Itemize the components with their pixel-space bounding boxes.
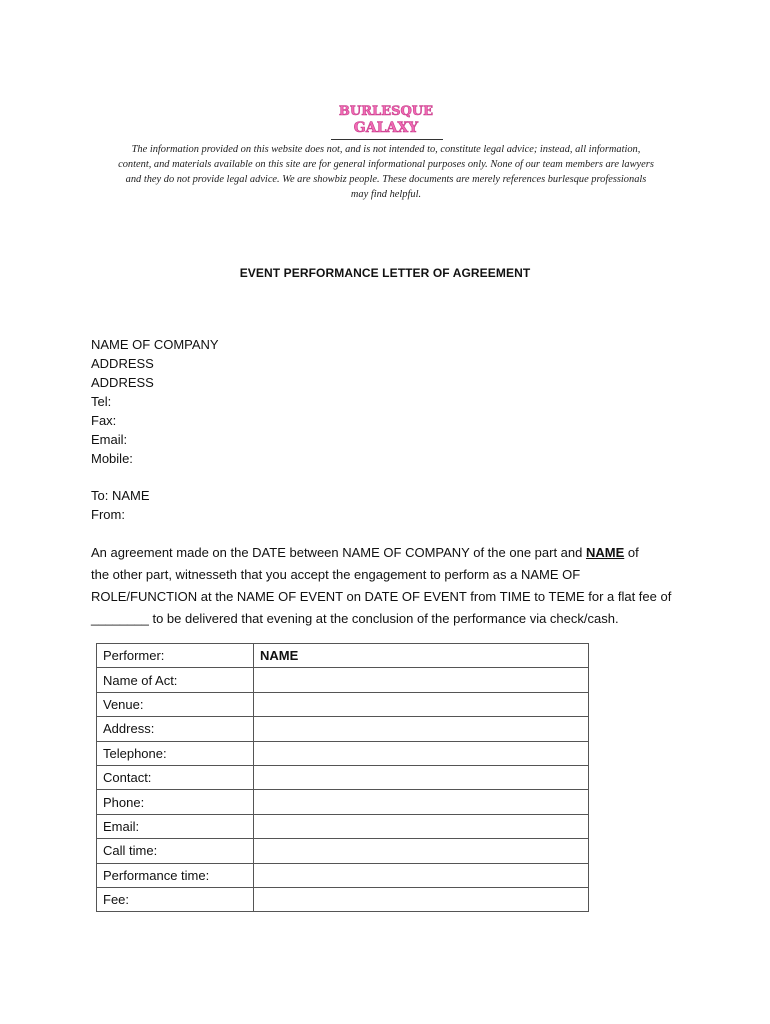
burlesque-galaxy-logo — [336, 101, 436, 135]
row-label: Contact: — [97, 765, 254, 789]
row-value[interactable] — [254, 741, 589, 765]
table-row — [97, 765, 589, 789]
row-value[interactable] — [254, 814, 589, 838]
row-label: Venue: — [97, 692, 254, 716]
agreement-line-1 — [91, 542, 691, 564]
row-label: Call time: — [97, 839, 254, 863]
disclaimer-line: content, and materials available on this site are for general informational purposes only. None of our team members are lawyers — [118, 159, 654, 170]
table-row — [97, 692, 589, 716]
row-label: Fee: — [97, 887, 254, 911]
table-row — [97, 668, 589, 692]
row-value[interactable] — [254, 668, 589, 692]
row-value[interactable] — [254, 765, 589, 789]
table-row — [97, 741, 589, 765]
agreement-paragraph — [91, 542, 691, 630]
address-line-1: ADDRESS — [91, 356, 154, 371]
logo-rule — [331, 139, 443, 140]
table-row — [97, 790, 589, 814]
row-label: Address: — [97, 717, 254, 741]
row-label: Performance time: — [97, 863, 254, 887]
table-row — [97, 644, 589, 668]
row-value[interactable] — [254, 839, 589, 863]
row-value[interactable] — [254, 717, 589, 741]
row-label: Name of Act: — [97, 668, 254, 692]
company-block — [91, 335, 219, 468]
table-row — [97, 887, 589, 911]
legal-disclaimer — [80, 142, 692, 202]
fax-line: Fax: — [91, 413, 117, 428]
table-row — [97, 839, 589, 863]
row-label: Email: — [97, 814, 254, 838]
mobile-line: Mobile: — [91, 451, 133, 466]
agreement-text: An agreement made on the DATE between NAME OF COMPANY of the one part and — [91, 545, 586, 560]
tel-line: Tel: — [91, 394, 112, 409]
table-row — [97, 814, 589, 838]
agreement-line-2: the other part, witnesseth that you accept the engagement to perform as a NAME OF — [91, 567, 581, 582]
to-line: To: NAME — [91, 488, 150, 503]
row-label: Telephone: — [97, 741, 254, 765]
agreement-line-3: ROLE/FUNCTION at the NAME OF EVENT on DATE OF EVENT from TIME to TEME for a flat fee of — [91, 589, 672, 604]
row-value[interactable] — [254, 887, 589, 911]
row-value[interactable] — [254, 863, 589, 887]
row-label: Phone: — [97, 790, 254, 814]
row-label: Performer: — [97, 644, 254, 668]
row-value[interactable]: NAME — [254, 644, 589, 668]
address-line-2: ADDRESS — [91, 375, 154, 390]
table-row — [97, 717, 589, 741]
row-value[interactable] — [254, 790, 589, 814]
performance-details-table — [96, 643, 589, 912]
agreement-line-4: ________ to be delivered that evening at the conclusion of the performance via check/cash. — [91, 611, 619, 626]
svg-text:BURLESQUE: BURLESQUE — [338, 104, 434, 119]
row-value[interactable] — [254, 692, 589, 716]
disclaimer-line: and they do not provide legal advice. We are showbiz people. These documents are merely references burlesque professionals — [125, 174, 647, 185]
disclaimer-line: may find helpful. — [350, 189, 422, 200]
table-row — [97, 863, 589, 887]
email-line: Email: — [91, 432, 128, 447]
document-title: EVENT PERFORMANCE LETTER OF AGREEMENT — [239, 266, 531, 280]
to-from-block — [91, 486, 150, 524]
disclaimer-line: The information provided on this website does not, and is not intended to, constitute legal advice; instead, all information, — [131, 144, 641, 155]
company-name: NAME OF COMPANY — [91, 337, 219, 352]
performer-name-placeholder: NAME — [585, 545, 625, 560]
agreement-text: of — [624, 545, 639, 560]
svg-text:GALAXY: GALAXY — [353, 120, 419, 135]
from-line: From: — [91, 507, 125, 522]
